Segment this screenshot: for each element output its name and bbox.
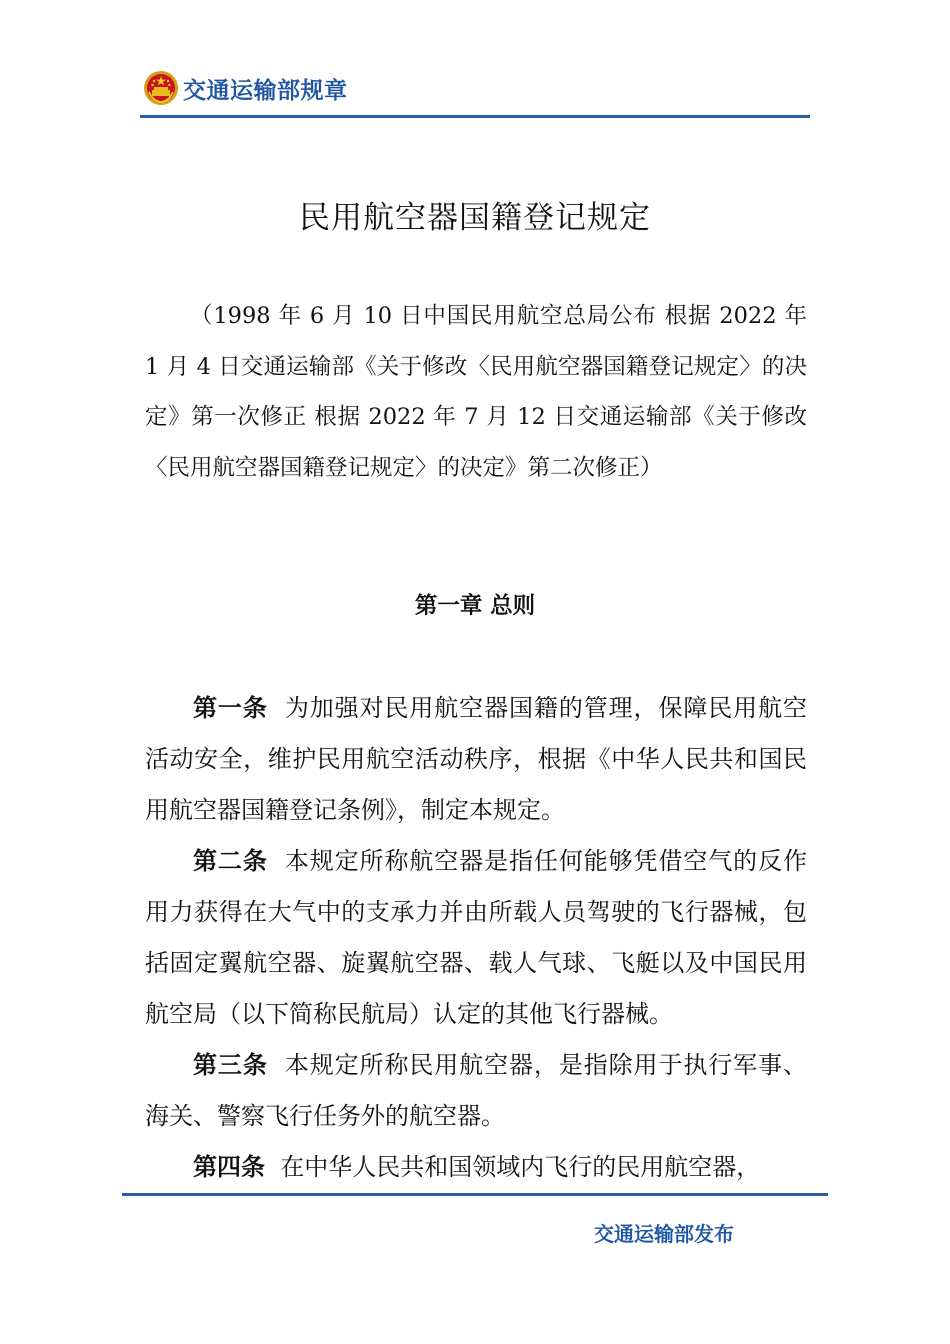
article-label: 第二条 [193,847,268,875]
header-title: 交通运输部规章 [183,77,348,104]
footer-divider [122,1193,828,1196]
article-text: 在中华人民共和国领域内飞行的民用航空器， [280,1153,761,1181]
footer-publisher: 交通运输部发布 [594,1222,734,1246]
article-label: 第一条 [193,694,268,722]
chapter-heading: 第一章 总则 [414,593,536,619]
page-title: 民用航空器国籍登记规定 [299,200,651,236]
article-label: 第三条 [193,1051,268,1079]
article-4 [145,1142,807,1193]
article-text: 本规定所称民用航空器，是指除用于执行军事、海关、警察飞行任务外的航空器。 [145,1051,807,1130]
article-text: 为加强对民用航空器国籍的管理，保障民用航空活动安全，维护民用航空活动秩序，根据《中华人民共和国民用航空器国籍登记条例》，制定本规定。 [145,694,807,824]
article-2 [145,836,807,1040]
header-divider [140,115,810,118]
amendment-history: （1998 年 6 月 10 日中国民用航空总局公布 根据 2022 年 1 月 4 日交通运输部《关于修改〈民用航空器国籍登记规定〉的决定》第一次修正 根据 2022 年 7 月 12 日交通运输部《关于修改〈民用航空器国籍登记规定〉的决定》第二次修正） [145,303,807,481]
article-text: 本规定所称航空器是指任何能够凭借空气的反作用力获得在大气中的支承力并由所载人员驾驶的飞行器械，包括固定翼航空器、旋翼航空器、载人气球、飞艇以及中国民用航空局（以下简称民航局）认定的其他飞行器械。 [145,847,807,1028]
article-label: 第四条 [193,1153,265,1181]
article-3 [145,1040,807,1142]
article-list [145,683,807,1193]
page-header [143,64,348,112]
national-emblem-icon [143,70,179,106]
article-1 [145,683,807,836]
